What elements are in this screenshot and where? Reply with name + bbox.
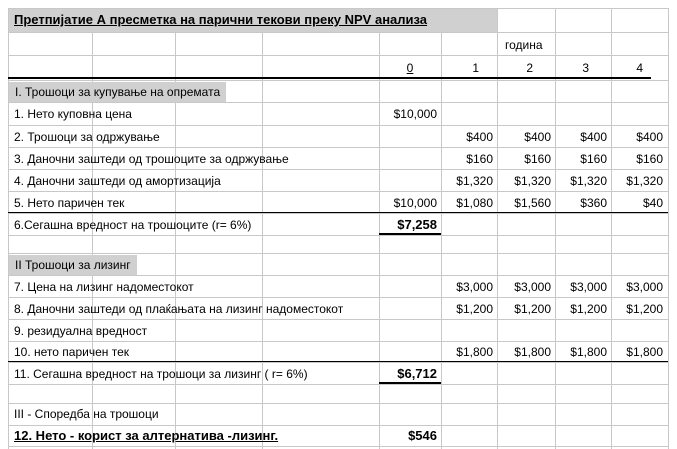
grid-line	[8, 55, 668, 56]
grid-line	[8, 191, 668, 192]
cell-value: $160	[466, 152, 493, 166]
cell-value: $1,800	[456, 345, 493, 359]
grid-line	[8, 169, 668, 170]
sheet-title: Претпијатие А пресметка на парични текови преку NPV анализа	[14, 12, 428, 27]
cell-value: $3,000	[456, 280, 493, 294]
grid-line	[8, 362, 668, 363]
cell-value: $400	[524, 130, 551, 144]
row-label: 10. нето паричен тек	[14, 345, 130, 359]
row-label: 9. резидуална вредност	[14, 324, 148, 338]
section-1-title: I. Трошоци за купување на опремата	[9, 82, 226, 102]
grid-line	[8, 80, 668, 81]
cell-value: $1,800	[514, 345, 551, 359]
cell-value: $160	[580, 152, 607, 166]
grid-line	[8, 8, 9, 449]
cell-value: $10,000	[393, 107, 437, 121]
grid-line	[8, 213, 668, 214]
grid-line	[8, 235, 668, 236]
grid-line	[8, 125, 668, 126]
row-label: 5. Нето паричен тек	[14, 196, 125, 210]
row-rule	[8, 212, 668, 213]
cell-value: $3,000	[626, 280, 663, 294]
cell-value: $1,320	[456, 174, 493, 188]
cell-value: $1,320	[514, 174, 551, 188]
row-rule	[8, 361, 668, 362]
year-1: 1	[472, 61, 479, 75]
pv-label: 6.Сегашна вредност на трошоците (r= 6%)	[14, 218, 252, 232]
grid-line	[8, 32, 668, 33]
row-label: 3. Даночни заштеди од трошоците за одржување	[14, 152, 289, 166]
year-2: 2	[526, 61, 533, 75]
year-3: 3	[582, 61, 589, 75]
cell-value: $1,200	[570, 302, 607, 316]
grid-line	[8, 319, 668, 320]
grid-line	[8, 384, 668, 385]
pv-value: $6,712	[397, 366, 437, 381]
year-0: 0	[406, 61, 414, 75]
cell-value: $1,200	[456, 302, 493, 316]
grid-line	[8, 253, 668, 254]
grid-line	[8, 102, 668, 103]
grid-line	[8, 297, 668, 298]
row-label: 7. Цена на лизинг надоместокот	[14, 280, 194, 294]
pv-label: 11. Сегашна вредност на трошоци за лизинг ( r= 6%)	[14, 367, 308, 381]
year-4: 4	[636, 61, 643, 75]
header-rule	[8, 77, 651, 79]
cell-value: $160	[524, 152, 551, 166]
row-label: 4. Даночни заштеди од амортизација	[14, 174, 221, 188]
cell-value: $1,080	[456, 196, 493, 210]
cell-value: $1,320	[570, 174, 607, 188]
row-label: 8. Даночни заштеди од плаќањата на лизинг надоместокот	[14, 302, 344, 316]
grid-line	[8, 147, 668, 148]
section-2-title: II Трошоци за лизинг	[9, 255, 137, 275]
result-label: 12. Нето - корист за алтернатива -лизинг.	[14, 428, 279, 443]
cell-value: $3,000	[514, 280, 551, 294]
cell-value: $1,560	[514, 196, 551, 210]
grid-line	[8, 275, 668, 276]
cell-value: $1,800	[626, 345, 663, 359]
cell-value: $400	[580, 130, 607, 144]
result-value: $546	[408, 428, 437, 443]
cell-value: $1,200	[514, 302, 551, 316]
cell-value: $1,800	[570, 345, 607, 359]
grid-line	[8, 446, 668, 447]
cell-value: $1,320	[626, 174, 663, 188]
section-3-title: III - Споредба на трошоци	[14, 407, 159, 421]
cell-value: $10,000	[393, 196, 437, 210]
cell-value: $1,200	[626, 302, 663, 316]
cell-value: $400	[466, 130, 493, 144]
row-label: 2. Трошоци за одржување	[14, 130, 160, 144]
year-label: година	[505, 38, 543, 52]
cell-value: $40	[642, 196, 663, 210]
row-label: 1. Нето куповна цена	[14, 107, 132, 121]
cell-value: $360	[580, 196, 607, 210]
grid-line	[668, 8, 669, 449]
total-rule	[379, 382, 441, 384]
cell-value: $400	[636, 130, 663, 144]
total-rule	[379, 233, 441, 235]
pv-value: $7,258	[397, 217, 437, 232]
cell-value: $160	[636, 152, 663, 166]
cell-value: $3,000	[570, 280, 607, 294]
